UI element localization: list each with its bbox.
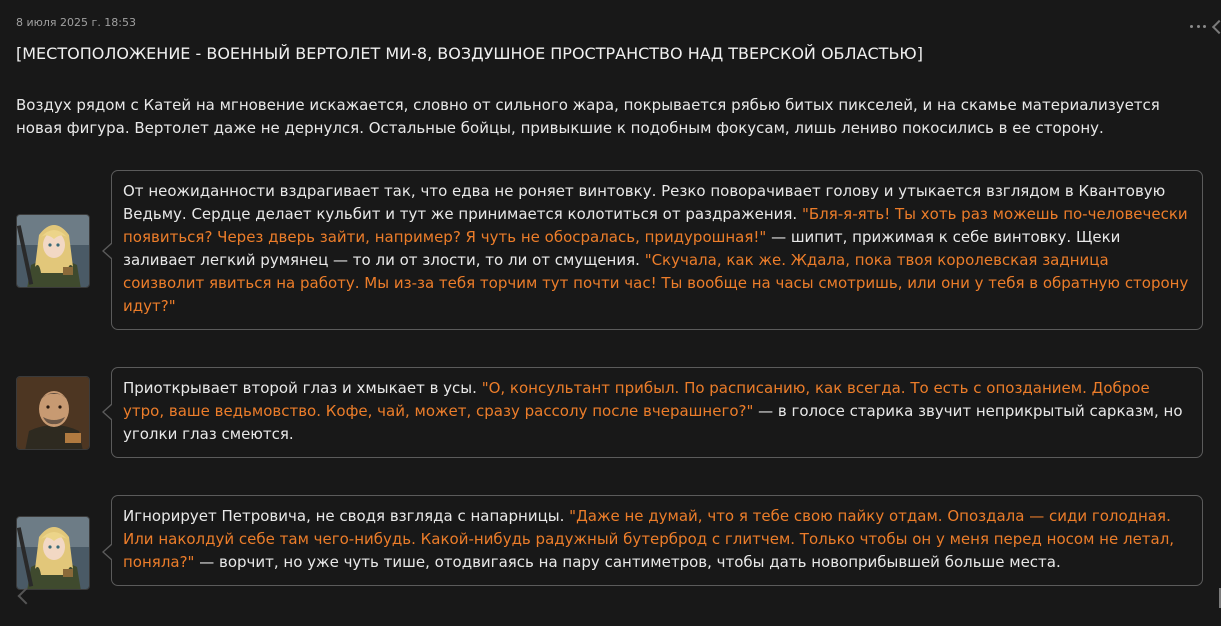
dot (1190, 25, 1193, 28)
dot (1197, 25, 1200, 28)
bubble-tail (104, 243, 113, 259)
ellipsis-icon[interactable] (1190, 18, 1206, 34)
narration: От неожиданности вздрагивает так, что едва не роняет винтовку. Резко поворачивает голову и утыкается взглядом в Квантовую Ведьму. Сердце делает кульбит и тут же принимается колотиться от раздражения. (123, 182, 1166, 223)
dialogue: "О, консультант прибыл. По расписанию, как всегда. То есть с опозданием. Доброе утро, ваше ведьмовство. Кофе, чай, может, сразу рассолу после вчерашнего?" (123, 379, 1150, 420)
blonde-soldier-girl-avatar[interactable] (16, 214, 90, 288)
message-bubble (111, 367, 1203, 458)
narration: — в голосе старика звучит неприкрытый сарказм, но уголки глаз смеются. (123, 402, 1183, 443)
dialogue: "Бля-я-ять! Ты хоть раз можешь по-человечески появиться? Через дверь зайти, например? Я чуть не обосралась, придурошная!" (123, 205, 1188, 246)
location-header: [МЕСТОПОЛОЖЕНИЕ - ВОЕННЫЙ ВЕРТОЛЕТ МИ-8, ВОЗДУШНОЕ ПРОСТРАНСТВО НАД ТВЕРСКОЙ ОБЛАСТЬЮ] (16, 44, 923, 63)
scroll-up-icon[interactable] (1212, 20, 1221, 34)
message-bubble (111, 170, 1203, 330)
bubble-tail (104, 404, 113, 420)
narration: Игнорирует Петровича, не сводя взгляда с напарницы. (123, 507, 570, 525)
dot (1203, 25, 1206, 28)
blonde-soldier-girl-avatar[interactable] (16, 516, 90, 590)
avatar-image (17, 517, 90, 590)
post-date: 8 июля 2025 г. 18:53 (16, 16, 137, 29)
scrollbar[interactable] (1215, 0, 1221, 626)
narration: Приоткрывает второй глаз и хмыкает в усы. (123, 379, 482, 397)
bubble-tail (104, 544, 113, 560)
intro-paragraph: Воздух рядом с Катей на мгновение искажается, словно от сильного жара, покрывается рябью битых пикселей, и на скамье материализуется новая фигура. Вертолет даже не дернулся. Остальные бойцы, привыкшие к подобным фокусам, лишь лениво покосились в ее сторону. (16, 96, 1160, 137)
dialogue: "Скучала, как же. Ждала, пока твоя королевская задница соизволит явиться на работу. Мы из-за тебя торчим тут почти час! Ты вообще на часы смотришь, или они у тебя в обратную сторону идут?" (123, 251, 1189, 315)
dialogue: "Даже не думай, что я тебе свою пайку отдам. Опоздала — сиди голодная. Или наколдуй себе там чего-нибудь. Какой-нибудь радужный бутерброд с глитчем. Только чтобы он у меня перед носом не летал, поняла?" (123, 507, 1175, 571)
chevron-left-icon[interactable] (18, 588, 35, 605)
message-bubble (111, 495, 1203, 586)
narration: — ворчит, но уже чуть тише, отодвигаясь на пару сантиметров, чтобы дать новоприбывшей больше места. (194, 553, 1061, 571)
avatar-image (17, 377, 90, 450)
narration: — шипит, прижимая к себе винтовку. Щеки заливает легкий румянец — то ли от злости, то ли от смущения. (123, 228, 1121, 269)
avatar-image (17, 215, 90, 288)
old-mustached-man-avatar[interactable] (16, 376, 90, 450)
